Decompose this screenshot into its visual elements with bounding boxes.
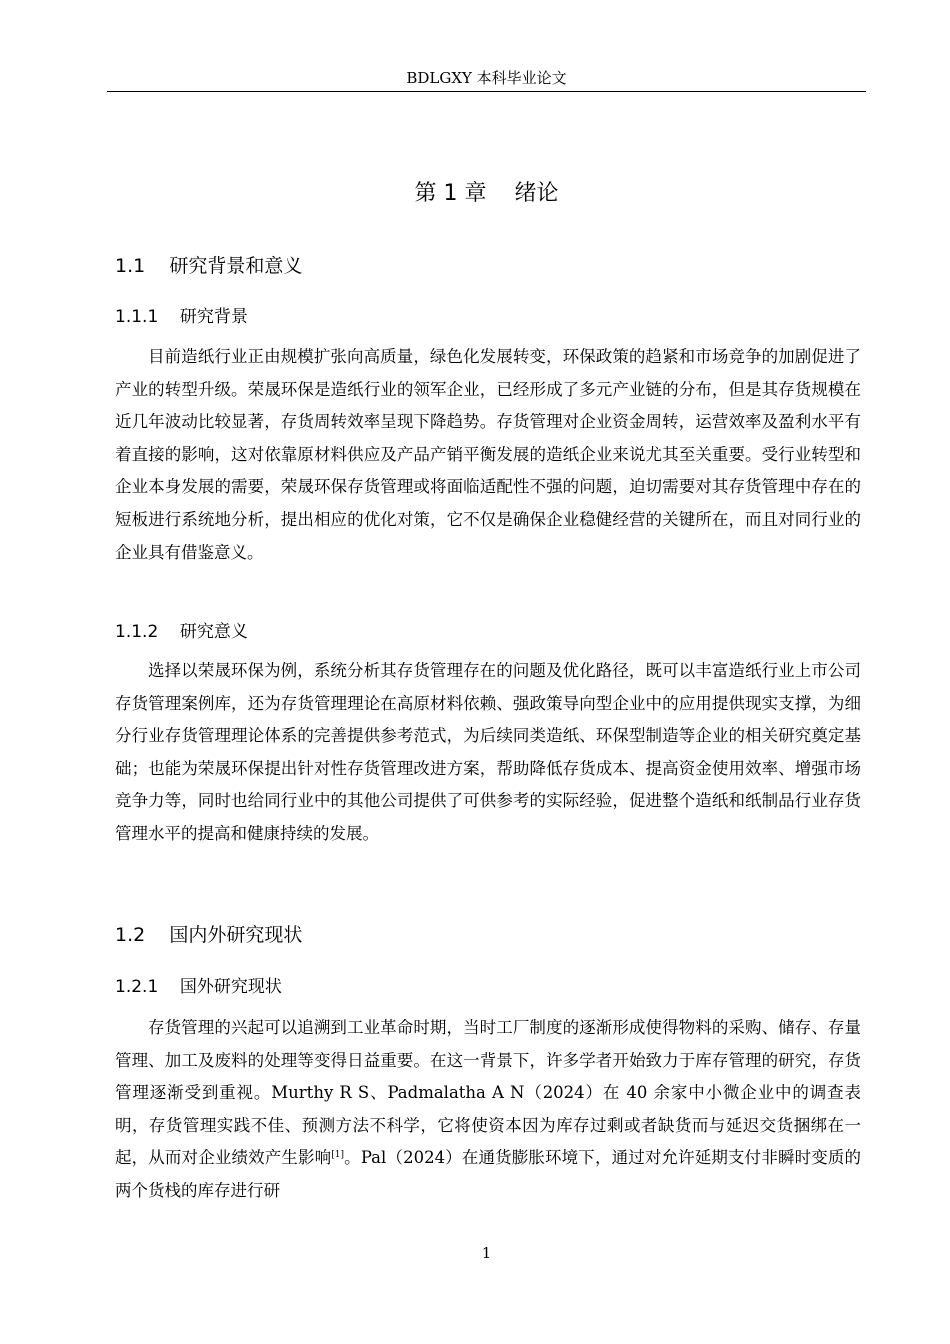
section-heading-1-2: 1.2 国内外研究现状: [115, 924, 303, 946]
subsection-heading-1-2-1: 1.2.1 国外研究现状: [115, 977, 282, 997]
page-header: BDLGXY 本科毕业论文: [406, 69, 567, 87]
paragraph-research-significance: 选择以荣晟环保为例，系统分析其存货管理存在的问题及优化路径，既可以丰富造纸行业上市公司存货管理案例库，还为存货管理理论在高原材料依赖、强政策导向型企业中的应用提供现实支撑，为细分行业存货管理理论体系的完善提供参考范式，为后续同类造纸、环保型制造等企业的相关研究奠定基础；也能为荣晟环保提出针对性存货管理改进方案，帮助降低存货成本、提高资金使用效率、增强市场竞争力等，同时也给同行业中的其他公司提供了可供参考的实际经验，促进整个造纸和纸制品行业存货管理水平的提高和健康持续的发展。: [115, 661, 861, 843]
subsection-heading-1-1-2: 1.1.2 研究意义: [115, 622, 248, 642]
paragraph-research-background: 目前造纸行业正由规模扩张向高质量，绿色化发展转变，环保政策的趋紧和市场竞争的加剧促进了产业的转型升级。荣晟环保是造纸行业的领军企业，已经形成了多元产业链的分布，但是其存货规模在近几年波动比较显著，存货周转效率呈现下降趋势。存货管理对企业资金周转，运营效率及盈利水平有着直接的影响，这对依靠原材料供应及产品产销平衡发展的造纸企业来说尤其至关重要。受行业转型和企业本身发展的需要，荣晟环保存货管理或将面临适配性不强的问题，迫切需要对其存货管理中存在的短板进行系统地分析，提出相应的优化对策，它不仅是确保企业稳健经营的关键所在，而且对同行业的企业具有借鉴意义。: [115, 347, 861, 562]
citation-reference[interactable]: [1]: [331, 1150, 345, 1161]
paragraph-text-part2: 。Pal（2024）在通货膨胀环境下，通过对允许延期支付非瞬时变质的两个货栈的库存进行研: [115, 1148, 862, 1200]
chapter-title: 第 1 章 绪论: [414, 181, 559, 206]
paragraph-text-part1: 存货管理的兴起可以追溯到工业革命时期，当时工厂制度的逐渐形成使得物料的采购、储存、存量管理、加工及废料的处理等变得日益重要。在这一背景下，许多学者开始致力于库存管理的研究，存货管理逐渐受到重视。Murthy R S、Padmalatha A N（2024）在 40 余家中小微企业中的调查表明，存货管理实践不佳、预测方法不科学，它将使资本因为库存过剩或者缺货而与延迟交货捆绑在一起，从而对企业绩效产生影响: [115, 1018, 861, 1168]
header-divider: [107, 91, 866, 92]
page-number: 1: [481, 1244, 492, 1262]
section-heading-1-1: 1.1 研究背景和意义: [115, 255, 303, 277]
paragraph-foreign-research: [115, 1012, 861, 1208]
subsection-heading-1-1-1: 1.1.1 研究背景: [115, 307, 248, 327]
